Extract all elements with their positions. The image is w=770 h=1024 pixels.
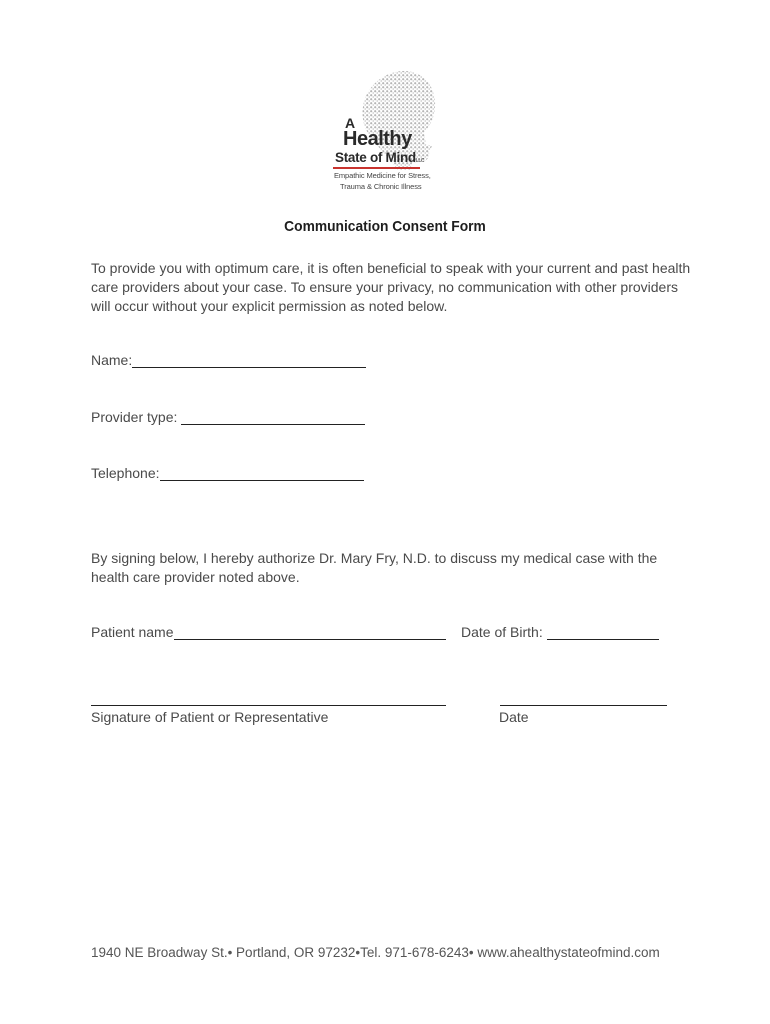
provider-type-label: Provider type: [91,409,182,425]
name-input-line[interactable] [132,353,366,368]
footer-contact: 1940 NE Broadway St.• Portland, OR 97232•Tel. 971-678-6243• www.ahealthystateofmind.com [91,945,660,960]
logo-state-label: State of Mind [335,150,416,165]
form-title: Communication Consent Form [284,218,486,235]
signature-label: Signature of Patient or Representative [91,709,329,725]
signature-date-label: Date [499,709,529,725]
signature-date-line[interactable] [500,705,667,706]
name-field [91,352,366,368]
logo-word-state-of-mind [335,151,424,165]
logo-tagline-1: Empathic Medicine for Stress, [334,171,431,180]
logo-llc: LLC [415,158,425,164]
patient-name-label: Patient name [91,624,174,640]
date-of-birth-field [461,624,659,640]
telephone-label: Telephone: [91,465,160,481]
company-logo [330,66,440,196]
intro-paragraph: To provide you with optimum care, it is often beneficial to speak with your current and past health care providers about your case. To ensure your privacy, no communication with other providers will occur without your explicit permission as noted below. [91,260,691,314]
logo-tagline-2: Trauma & Chronic Illness [340,182,422,191]
telephone-field [91,465,364,481]
provider-type-field [91,409,365,425]
logo-red-rule [333,167,420,169]
name-label: Name: [91,352,133,368]
logo-word-healthy: Healthy [343,128,412,150]
telephone-input-line[interactable] [160,466,364,481]
patient-name-field [91,624,446,640]
patient-name-input-line[interactable] [174,625,446,640]
authorization-paragraph: By signing below, I hereby authorize Dr. Mary Fry, N.D. to discuss my medical case with the health care provider noted above. [91,550,658,585]
signature-line[interactable] [91,705,446,706]
date-of-birth-input-line[interactable] [547,625,659,640]
logo-word-a: A [345,115,356,131]
provider-type-input-line[interactable] [181,410,365,425]
date-of-birth-label: Date of Birth: [461,624,547,640]
